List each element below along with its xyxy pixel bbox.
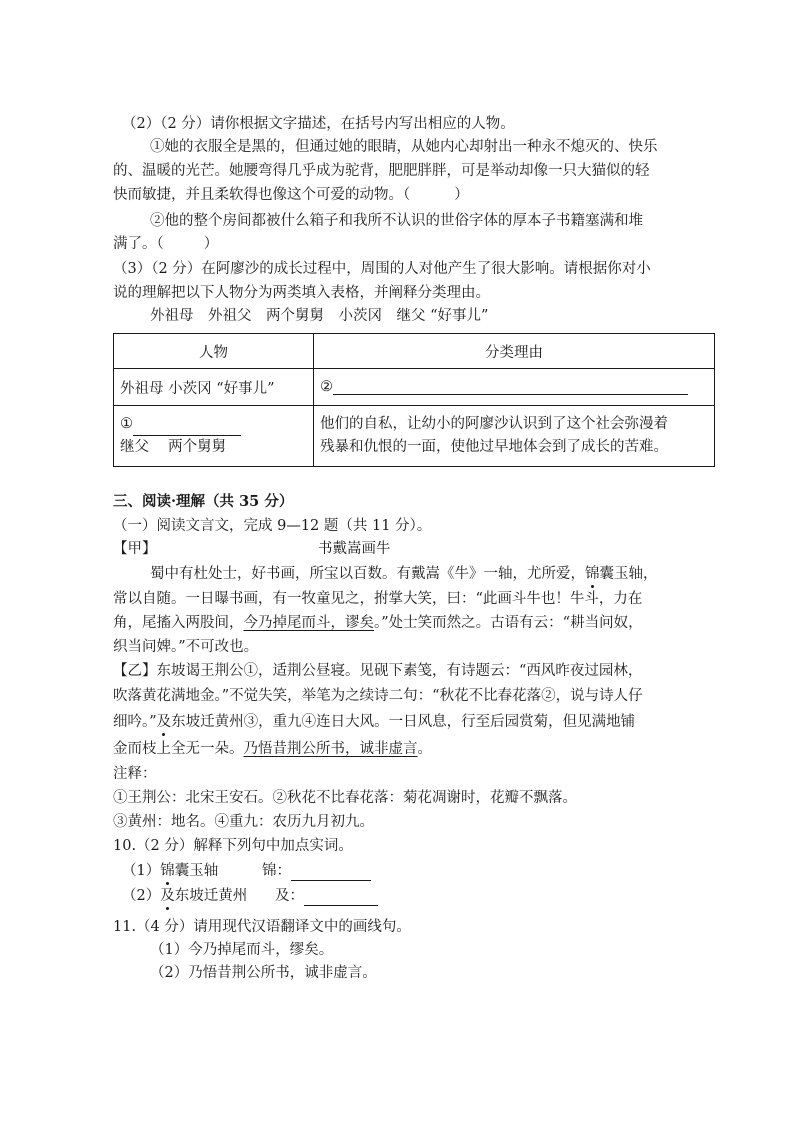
q2-prompt: （2）（2 分）请你根据文字描述，在括号内写出相应的人物。 — [122, 116, 515, 132]
q2-item2-text1: 他的整个房间都被什么箱子和我所不认识的世俗字体的厚本子书籍塞满和堆 — [164, 213, 643, 229]
q2-item2-text2: 满了。（ — [113, 236, 164, 252]
passage-jia-title: 书戴嵩画牛 — [318, 541, 391, 557]
underlined-sentence-2: 乃悟昔荆公所书，诚非虚言 — [243, 741, 418, 757]
table-header-reason: 分类理由 — [314, 334, 715, 369]
passage-yi-line4 — [113, 739, 432, 759]
table-header-people: 人物 — [114, 334, 314, 369]
row1-people: 外祖母 小茨冈 “好事儿” — [114, 369, 314, 406]
row1-reason-mark: ② — [320, 379, 333, 395]
passage-jia-line4: 织当问婢。”不可改也。 — [113, 639, 259, 655]
row2-people — [114, 406, 314, 467]
row1-reason — [314, 369, 715, 406]
q2-item1-line3 — [113, 185, 469, 205]
passage-yi-line3 — [113, 712, 635, 732]
classification-table — [113, 333, 715, 467]
notes-line1: ①王荆公：北宋王安石。②秋花不比春花落：菊花凋谢时，花瓣不飘落。 — [113, 790, 577, 806]
q2-item2-mark: ② — [150, 213, 165, 229]
q2-item1-line1 — [150, 137, 658, 157]
passage-jia-line2: 常以自随。一日曝书画，有一牧童见之，拊掌大笑，曰：“此画斗牛也！牛斗，力在 — [113, 591, 643, 607]
passage-jia-line3-pre: 角，尾搐入两股间， — [113, 615, 244, 631]
passage-jia-line1-text: 蜀中有杜处士，好书画，所宝以百数。有戴嵩《牛》一轴，尤所爱， — [150, 566, 585, 582]
q11-item1: （1）今乃掉尾而斗，缪矣。 — [150, 942, 334, 958]
passage-jia-line3-post: 。”处士笑而然之。古语有云：“耕当问奴， — [374, 615, 643, 631]
notes-label: 注释： — [113, 766, 157, 782]
passage-yi-line4-post: 。 — [417, 741, 432, 757]
row2-people-rest: 继父 两个舅舅 — [120, 439, 227, 455]
q3-names-line: 外祖母 外祖父 两个舅舅 小茨冈 继父 “好事儿” — [150, 308, 489, 324]
passage-jia-line3 — [113, 613, 643, 633]
q10-item1-post: 囊玉轴 — [174, 863, 219, 879]
row2-reason — [314, 406, 715, 467]
q2-item1-line2: 的、温暖的光芒。她腰弯得几乎成为驼背，肥肥胖胖，可是举动却像一只大猫似的轻 — [113, 163, 650, 179]
q10-item2-pre: （2） — [122, 888, 161, 904]
q11-item2: （2）乃悟昔荆公所书，诚非虚言。 — [150, 965, 377, 981]
answer-blank-jin[interactable] — [291, 865, 371, 881]
passage-jia-line1 — [150, 564, 658, 584]
row2-people-mark: ① — [120, 416, 133, 432]
passage-jia-label: 【甲】 — [113, 541, 157, 557]
answer-blank-ji[interactable] — [304, 890, 378, 906]
q10-prompt: 10.（2 分）解释下列句中加点实词。 — [113, 838, 353, 854]
q10-item1-answer — [262, 861, 371, 881]
answer-blank-reason[interactable] — [333, 379, 688, 395]
passage-yi-line2: 吹落黄花满地金。”不觉失笑，举笔为之续诗二句：“秋花不比春花落②，说与诗人仔 — [113, 688, 643, 704]
q3-prompt-line2: 说的理解把以下人物分为两类填入表格，并阐释分类理由。 — [113, 285, 490, 301]
q10-item2-key: 及： — [275, 888, 304, 904]
passage-yi-line1: 【乙】东坡谒王荆公①，适荆公昼寝。见砚下素笺，有诗题云：“西风昨夜过园林， — [113, 663, 643, 679]
q10-item2-dotted: 及 — [160, 888, 175, 904]
passage-yi-line4-pre: 金而枝上全无一朵。 — [113, 741, 244, 757]
q2-item1-mark: ① — [150, 139, 165, 155]
q2-item1-close-paren: ） — [454, 187, 469, 203]
q10-item1-key: 锦： — [262, 863, 291, 879]
q3-prompt-line1: （3）（2 分）在阿廖沙的成长过程中，周围的人对他产生了很大影响。请根据你对小 — [113, 261, 651, 277]
q2-item1-text3: 快而敏捷，并且柔软得也像这个可爱的动物。（ — [113, 187, 411, 203]
q2-item2-close-paren: ） — [203, 236, 219, 252]
section3-heading: 三、阅读·理解（共 35 分） — [113, 493, 294, 510]
row2-reason-line2: 残暴和仇恨的一面，使他过早地体会到了成长的苦难。 — [320, 439, 668, 455]
dotted-char-jin: 锦 — [585, 566, 600, 582]
q10-item2 — [122, 886, 247, 906]
row2-reason-line1: 他们的自私，让幼小的阿廖沙认识到了这个社会弥漫着 — [320, 416, 668, 432]
section3-subheading: （一）阅读文言文，完成 9—12 题（共 11 分）。 — [113, 518, 432, 534]
passage-yi-line3-pre: 细吟。” — [113, 714, 157, 730]
q2-item1-text1: 她的衣服全是黑的，但通过她的眼睛，从她内心却射出一种永不熄灭的、快乐 — [164, 139, 658, 155]
q2-item2-line1 — [150, 211, 643, 231]
passage-yi-line3-post: 东坡迁黄州③，重九④连日大风。一日风息，行至后园赏菊，但见满地铺 — [171, 714, 636, 730]
q10-item1-dotted: 锦 — [160, 863, 175, 879]
answer-blank-people[interactable] — [133, 420, 241, 436]
q10-item1-pre: （1） — [122, 863, 161, 879]
passage-jia-line1-end: 囊玉轴， — [599, 566, 658, 582]
notes-line2: ③黄州：地名。④重九：农历九月初九。 — [113, 814, 374, 830]
q2-item2-line2 — [113, 234, 218, 254]
dotted-char-ji: 及 — [156, 714, 172, 730]
underlined-sentence-1: 今乃掉尾而斗，谬矣 — [243, 615, 374, 631]
q11-prompt: 11.（4 分）请用现代汉语翻译文中的画线句。 — [113, 919, 411, 935]
q10-item1 — [122, 861, 218, 881]
q10-item2-post: 东坡迁黄州 — [174, 888, 248, 904]
q10-item2-answer — [275, 886, 378, 906]
